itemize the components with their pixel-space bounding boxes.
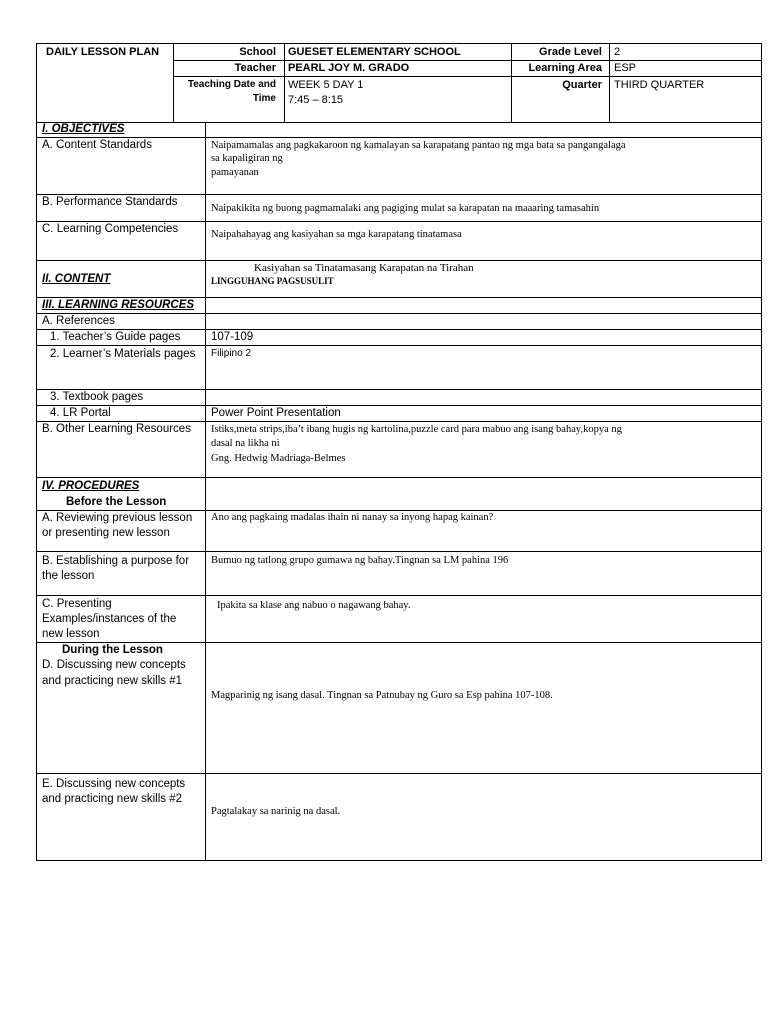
other-resources-line-2: dasal na likha ni bbox=[211, 438, 280, 449]
references-label: A. References bbox=[42, 315, 115, 327]
content-standards-line-3: pamayanan bbox=[211, 167, 259, 178]
objectives-heading: I. OBJECTIVES bbox=[42, 123, 125, 135]
divider bbox=[36, 122, 762, 123]
content-title: Kasiyahan sa Tinatamasang Karapatan na Tirahan bbox=[254, 262, 474, 274]
grade-label: Grade Level bbox=[539, 46, 602, 58]
step-c-label-2: Examples/instances of the bbox=[42, 613, 177, 625]
content-standards-line-1: Naipamamalas ang pagkakaroon ng kamalayan sa karapatang pantao ng mga bata sa pangangalaga bbox=[211, 140, 626, 151]
step-e-value: Pagtalakay sa narinig na dasal. bbox=[211, 806, 341, 817]
teacher-label: Teacher bbox=[234, 62, 276, 74]
other-resources-label: B. Other Learning Resources bbox=[42, 423, 191, 435]
date-value-2: 7:45 – 8:15 bbox=[288, 94, 344, 106]
step-c-label-1: C. Presenting bbox=[42, 598, 112, 610]
during-lesson-label: During the Lesson bbox=[62, 644, 163, 656]
teacher-value: PEARL JOY M. GRADO bbox=[288, 62, 410, 74]
other-resources-line-3: Gng. Hedwig Madriaga-Belmes bbox=[211, 453, 346, 464]
date-value-1: WEEK 5 DAY 1 bbox=[288, 79, 364, 91]
procedures-heading: IV. PROCEDURES bbox=[42, 480, 140, 492]
performance-standards-label: B. Performance Standards bbox=[42, 196, 178, 208]
lesson-plan-table bbox=[36, 43, 762, 861]
step-a-label-2: or presenting new lesson bbox=[42, 527, 170, 539]
document-title: DAILY LESSON PLAN bbox=[46, 46, 160, 58]
content-subtitle: LINGGUHANG PAGSUSULIT bbox=[211, 276, 334, 286]
content-heading: II. CONTENT bbox=[42, 273, 111, 285]
step-d-value: Magparinig ng isang dasal. Tingnan sa Patnubay ng Guro sa Esp pahina 107-108. bbox=[211, 690, 553, 701]
date-label-2: Time bbox=[252, 93, 276, 104]
learners-materials-value: Filipino 2 bbox=[211, 348, 252, 359]
step-b-label-2: the lesson bbox=[42, 570, 95, 582]
performance-standards-value: Naipakikita ng buong pagmamalaki ang pagiging mulat sa karapatan na maaaring tamasahin bbox=[211, 203, 600, 214]
lr-portal-value: Power Point Presentation bbox=[211, 407, 341, 419]
learning-competencies-value: Naipahahayag ang kasiyahan sa mga karapatang tinatamasa bbox=[211, 229, 462, 240]
area-value: ESP bbox=[614, 62, 637, 74]
step-e-label-1: E. Discussing new concepts bbox=[42, 778, 186, 790]
step-e-label-2: and practicing new skills #2 bbox=[42, 793, 182, 805]
step-d-label-1: D. Discussing new concepts bbox=[42, 659, 186, 671]
learning-competencies-label: C. Learning Competencies bbox=[42, 223, 179, 235]
lr-portal-label: 4. LR Portal bbox=[50, 407, 111, 419]
teachers-guide-value: 107-109 bbox=[211, 331, 254, 343]
textbook-label: 3. Textbook pages bbox=[50, 391, 144, 403]
learners-materials-label: 2. Learner’s Materials pages bbox=[50, 348, 196, 360]
quarter-label: Quarter bbox=[562, 79, 602, 91]
step-c-value: Ipakita sa klase ang nabuo o nagawang bahay. bbox=[217, 600, 411, 611]
school-label: School bbox=[239, 46, 276, 58]
step-c-label-3: new lesson bbox=[42, 628, 100, 640]
teachers-guide-label: 1. Teacher’s Guide pages bbox=[50, 331, 181, 343]
date-label-1: Teaching Date and bbox=[187, 79, 276, 90]
quarter-value: THIRD QUARTER bbox=[614, 79, 705, 91]
divider bbox=[173, 76, 762, 77]
before-lesson-label: Before the Lesson bbox=[66, 496, 167, 508]
area-label: Learning Area bbox=[528, 62, 602, 74]
resources-heading: III. LEARNING RESOURCES bbox=[42, 299, 195, 311]
step-b-value: Bumuo ng tatlong grupo gumawa ng bahay.Tingnan sa LM pahina 196 bbox=[211, 555, 509, 566]
content-standards-line-2: sa kapaligiran ng bbox=[211, 153, 283, 164]
divider bbox=[284, 43, 285, 122]
step-b-label-1: B. Establishing a purpose for bbox=[42, 555, 190, 567]
other-resources-line-1: Istiks,meta strips,iba’t ibang hugis ng kartolina,puzzle card para mabuo ang isang bahay,kopya ng bbox=[211, 424, 622, 435]
step-a-value: Ano ang pagkaing madalas ihain ni nanay sa inyong hapag kainan? bbox=[211, 512, 494, 523]
divider bbox=[205, 122, 206, 861]
divider bbox=[609, 43, 610, 122]
content-standards-label: A. Content Standards bbox=[42, 139, 152, 151]
grade-value: 2 bbox=[614, 46, 621, 58]
divider bbox=[173, 43, 174, 122]
divider bbox=[511, 43, 512, 122]
step-d-label-2: and practicing new skills #1 bbox=[42, 675, 182, 687]
school-value: GUESET ELEMENTARY SCHOOL bbox=[288, 46, 461, 58]
step-a-label-1: A. Reviewing previous lesson bbox=[42, 512, 193, 524]
